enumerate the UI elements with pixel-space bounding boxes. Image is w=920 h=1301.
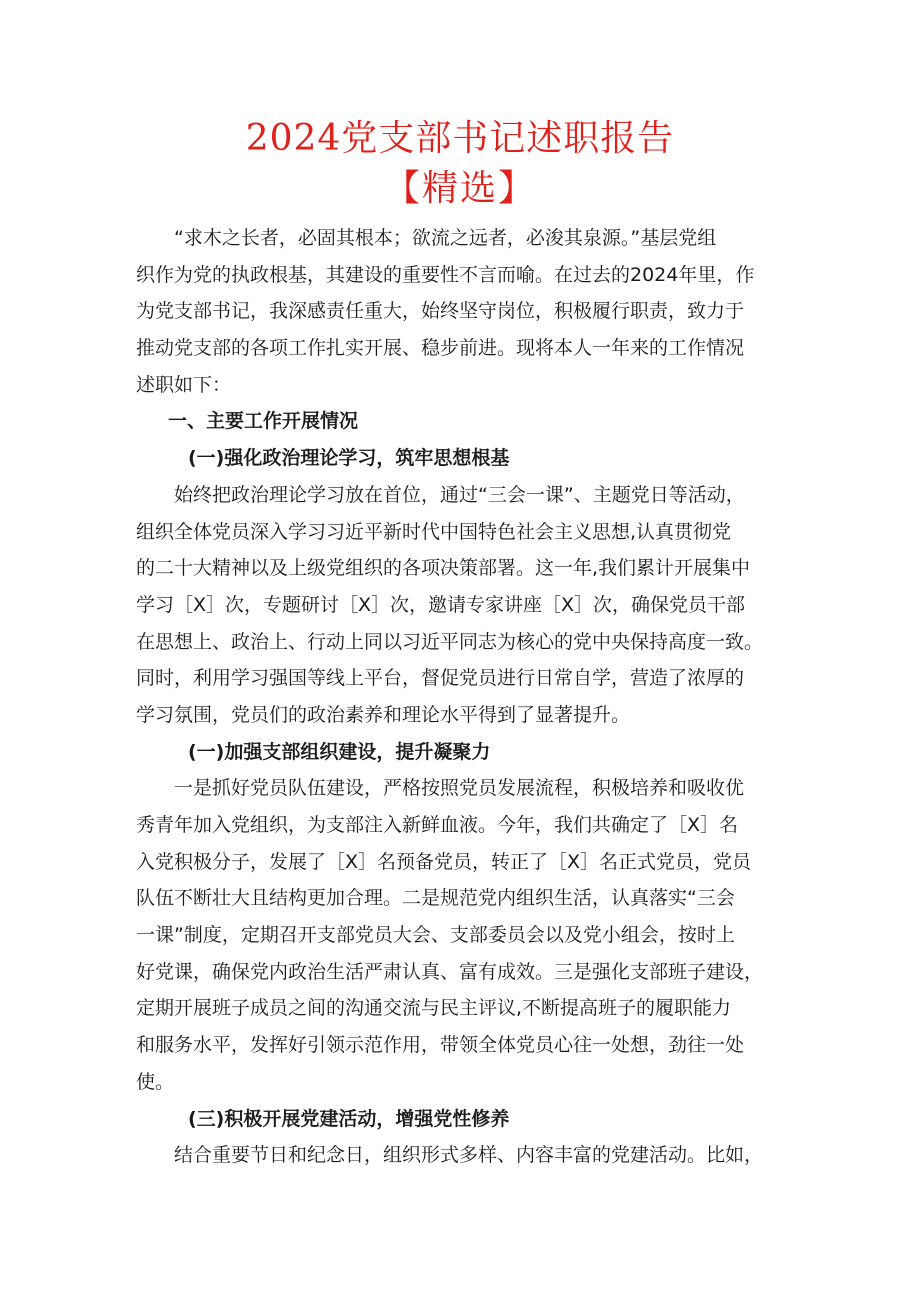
paragraph-line: 为党支部书记，我深感责任重大，始终坚守岗位，积极履行职责，致力于 — [136, 300, 745, 323]
paragraph-line: 定期开展班子成员之间的沟通交流与民主评议,不断提高班子的履职能力 — [136, 997, 732, 1020]
paragraph-line: 述职如下： — [136, 373, 232, 396]
section-heading: (三)积极开展党建活动，增强党性修养 — [188, 1107, 510, 1130]
paragraph-line: 织作为党的执政根基，其建设的重要性不言而喻。在过去的2024年里，作 — [136, 263, 755, 286]
paragraph-line: 结合重要节日和纪念日，组织形式多样、内容丰富的党建活动。比如， — [174, 1144, 764, 1167]
document-subtitle: 【精选】 — [383, 168, 536, 209]
document-title: 2024党支部书记述职报告 — [245, 118, 675, 159]
paragraph-line: 同时，利用学习强国等线上平台，督促党员进行日常自学，营造了浓厚的 — [136, 667, 745, 690]
paragraph-line: 一课”制度，定期召开支部党员大会、支部委员会以及党小组会，按时上 — [136, 924, 735, 947]
document-body — [136, 220, 796, 1174]
paragraph-line: 始终把政治理论学习放在首位，通过“三会一课”、主题党日等活动， — [174, 483, 745, 506]
paragraph-line: 在思想上、政治上、行动上同以习近平同志为核心的党中央保持高度一致。 — [136, 630, 764, 653]
paragraph-line: 组织全体党员深入学习习近平新时代中国特色社会主义思想,认真贯彻党 — [136, 520, 732, 543]
paragraph-line: 的二十大精神以及上级党组织的各项决策部署。这一年,我们累计开展集中 — [136, 557, 751, 580]
paragraph-line: 好党课，确保党内政治生活严肃认真、富有成效。三是强化支部班子建设， — [136, 960, 764, 983]
paragraph-line: 入党积极分子，发展了［X］名预备党员，转正了［X］名正式党员，党员 — [136, 850, 752, 873]
paragraph-line: 队伍不断壮大且结构更加合理。二是规范党内组织生活，认真落实“三会 — [136, 887, 735, 910]
paragraph-line: 使。 — [136, 1070, 175, 1093]
paragraph-line: 秀青年加入党组织，为支部注入新鲜血液。今年，我们共确定了［X］名 — [136, 814, 739, 836]
paragraph-line: 学习氛围，党员们的政治素养和理论水平得到了显著提升。 — [136, 703, 631, 726]
paragraph-line: 学习［X］次，专题研讨［X］次，邀请专家讲座［X］次，确保党员干部 — [136, 593, 746, 616]
section-heading: (一)加强支部组织建设，提升凝聚力 — [188, 740, 491, 763]
paragraph-line: 推动党支部的各项工作扎实开展、稳步前进。现将本人一年来的工作情况 — [136, 337, 745, 360]
paragraph-line: “求木之长者，必固其根本；欲流之远者，必浚其泉源。”基层党组 — [174, 227, 717, 249]
section-heading: (一)强化政治理论学习，筑牢思想根基 — [188, 447, 510, 470]
paragraph-line: 一是抓好党员队伍建设，严格按照党员发展流程，积极培养和吸收优 — [174, 777, 745, 800]
section-heading: 一、主要工作开展情况 — [168, 410, 359, 433]
paragraph-line: 和服务水平，发挥好引领示范作用，带领全体党员心往一处想，劲往一处 — [136, 1034, 745, 1057]
